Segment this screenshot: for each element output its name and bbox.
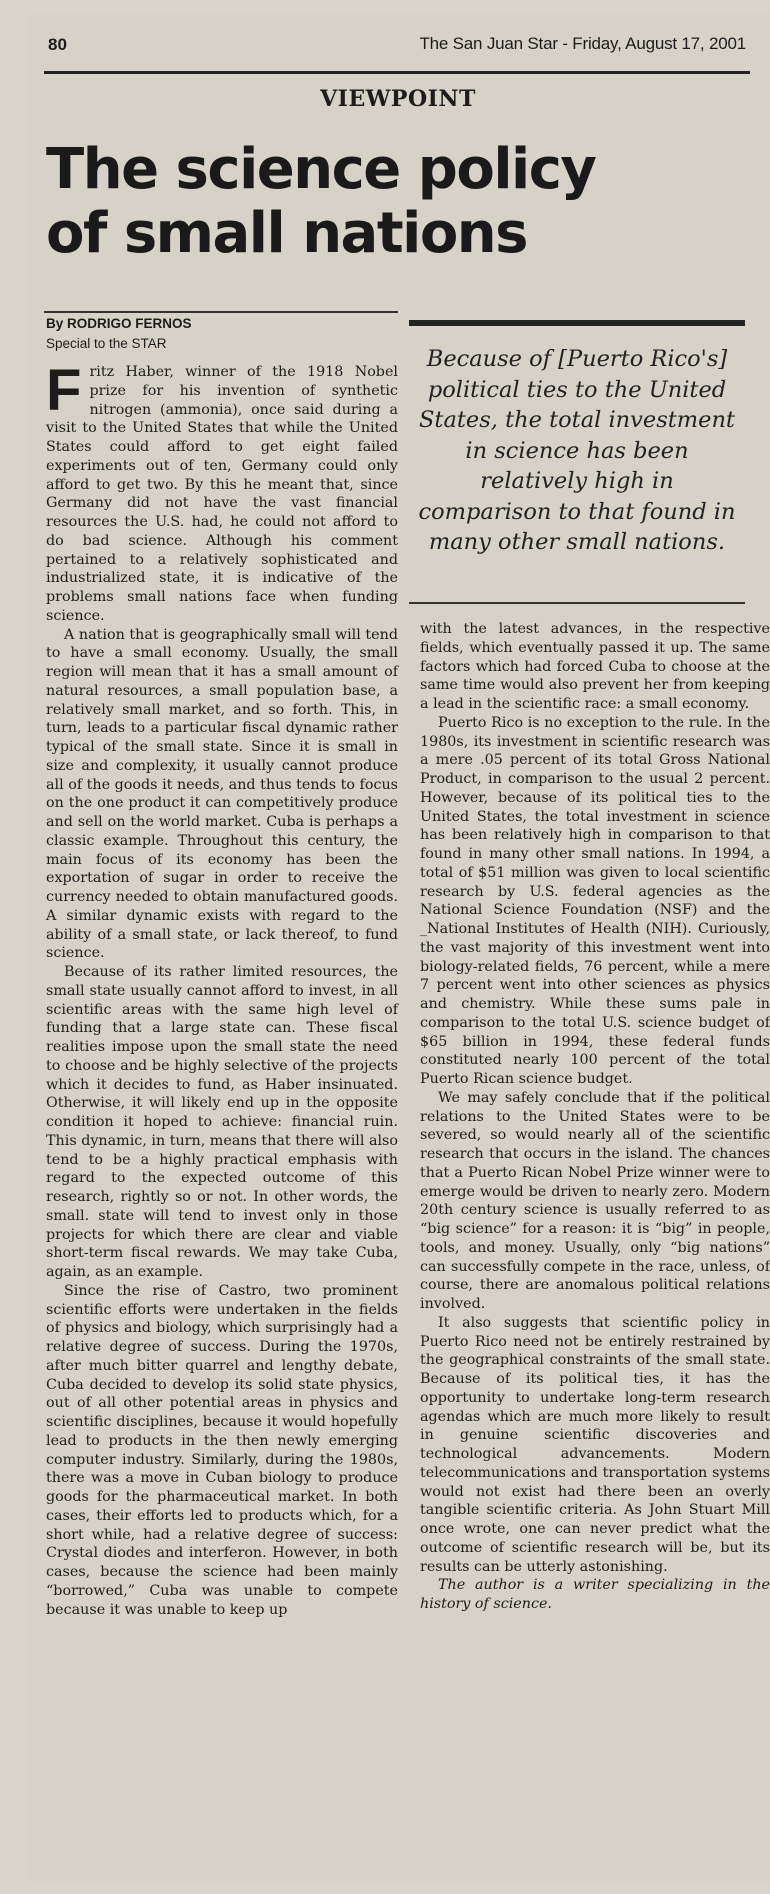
headline: [46, 138, 766, 266]
drop-cap: F: [46, 358, 82, 423]
byline-author: By RODRIGO FERNOS: [46, 316, 192, 331]
article-column-left: [46, 358, 398, 1619]
headline-line-1: The science policy: [46, 137, 596, 202]
dateline: The San Juan Star - Friday, August 17, 2001: [419, 34, 746, 53]
article-column-right: [420, 620, 770, 1614]
paragraph-text: ritz Haber, winner of the 1918 Nobel prize for his invention of synthetic nitrogen (ammonia), once said during a visit to the United States that while the United States could afford to get eight failed experiments out of ten, Germany could only afford to get two. By this he meant that, since Germany did not have the vast financial resources the U.S. had, he could not afford to do bad science. Although his comment pertained to a relatively sophisticated and industrialized state, it is indicative of the problems small nations face when funding science.: [46, 364, 398, 624]
pullquote-top-rule: [409, 320, 745, 326]
pullquote-bottom-rule: [409, 602, 745, 604]
byline-rule: [44, 311, 398, 313]
article-paragraph: We may safely conclude that if the political relations to the United States were to be severed, so would nearly all of the scientific research that occurs in the island. The chances that a Puerto Rican Nobel Prize winner were to emerge would be driven to nearly zero. Modern 20th century science is usually referred to as “big science” for a reason: it is “big” in people, tools, and money. Usually, only “big nations” can successfully compete in the race, unless, of course, there are anomalous political relations involved.: [420, 1089, 770, 1312]
author-note: The author is a writer specializing in the history of science.: [420, 1577, 770, 1612]
article-paragraph: Because of its rather limited resources, the small state usually cannot afford to invest, in all scientific areas with the same high level of funding that a large state can. These fiscal realities impose upon the small state the need to choose and be highly selective of the projects which it decides to fund, as Haber insinuated. Otherwise, it will likely end up in the opposite condition it hoped to achieve: financial ruin. This dynamic, in turn, means that there will also tend to be a highly practical emphasis with regard to the expected outcome of this research, rightly so or not. In other words, the small. state will tend to invest only in those projects for which there are clear and viable short-term fiscal rewards. We may take Cuba, again, as an example.: [46, 964, 398, 1280]
page-number: 80: [48, 35, 67, 54]
article-paragraph: Since the rise of Castro, two prominent scientific efforts were undertaken in the fields of physics and biology, which surprisingly had a relative degree of success. During the 1970s, after much bitter quarrel and lengthy debate, Cuba decided to develop its solid state physics, out of all other potential areas in physics and scientific disciplines, because it would hopefully lead to products in the then newly emerging computer industry. Similarly, during the 1980s, there was a move in Cuban biology to produce goods for the pharmaceutical market. In both cases, their efforts led to products which, for a short while, had a relative degree of success: Crystal diodes and interferon. However, in both cases, because the science had been mainly “borrowed,” Cuba was unable to compete because it was unable to keep up: [46, 1282, 398, 1618]
pullquote: Because of [Puerto Rico's] political ties to the United States, the total investment in science has been relatively high in comparison to that found in many other small nations.: [418, 346, 736, 555]
article-paragraph: [46, 358, 398, 626]
article-paragraph: Puerto Rico is no exception to the rule. In the 1980s, its investment in scientific research was a mere .05 percent of its total Gross National Product, in comparison to the usual 2 percent. However, because of its political ties to the United States, the total investment in science has been relatively high in comparison to that found in many other small nations. In 1994, a total of $51 million was given to local scientific research by U.S. federal agencies as the National Science Foundation (NSF) and the _National Institutes of Health (NIH). Curiously, the vast majority of this investment went into biology-related fields, 76 percent, while a mere 7 percent went into other sciences as physics and chemistry. While these sums pale in comparison to the total U.S. science budget of $65 billion in 1994, these federal funds constituted nearly 100 percent of the total Puerto Rican science budget.: [420, 714, 770, 1087]
article-paragraph: A nation that is geographically small will tend to have a small economy. Usually, the small region will mean that it has a small amount of natural resources, a small population base, a relatively small market, and so forth. This, in turn, leads to a particular fiscal dynamic rather typical of the small state. Since it is small in size and complexity, it usually cannot produce all of the goods it needs, and thus tends to focus on the one product it can competitively produce and sell on the world market. Cuba is perhaps a classic example. Throughout this century, the main focus of its economy has been the exportation of sugar in order to receive the currency needed to obtain manufactured goods. A similar dynamic exists with regard to the ability of a small state, or lack thereof, to fund science.: [46, 626, 398, 962]
article-paragraph: It also suggests that scientific policy in Puerto Rico need not be entirely restrained by the geographical constraints of the small state. Because of its political ties, it has the opportunity to undertake long-term research agendas which are much more likely to result in genuine scientific discoveries and technological advancements. Modern telecommunications and transportation systems would not exist had there been an overly tangible scientific criteria. As John Stuart Mill once wrote, one can never predict what the outcome of scientific research will be, but its results can be utterly astonishing.: [420, 1314, 770, 1575]
byline-affiliation: Special to the STAR: [46, 336, 167, 351]
headline-line-2: of small nations: [46, 201, 527, 266]
article-paragraph: with the latest advances, in the respective fields, which eventually passed it up. The same factors which had forced Cuba to choose at the same time would also prevent her from keeping a lead in the scientific race: a small economy.: [420, 621, 770, 712]
header-rule: [44, 71, 750, 74]
section-title: VIEWPOINT: [320, 86, 476, 112]
newspaper-page: [26, 14, 770, 1882]
